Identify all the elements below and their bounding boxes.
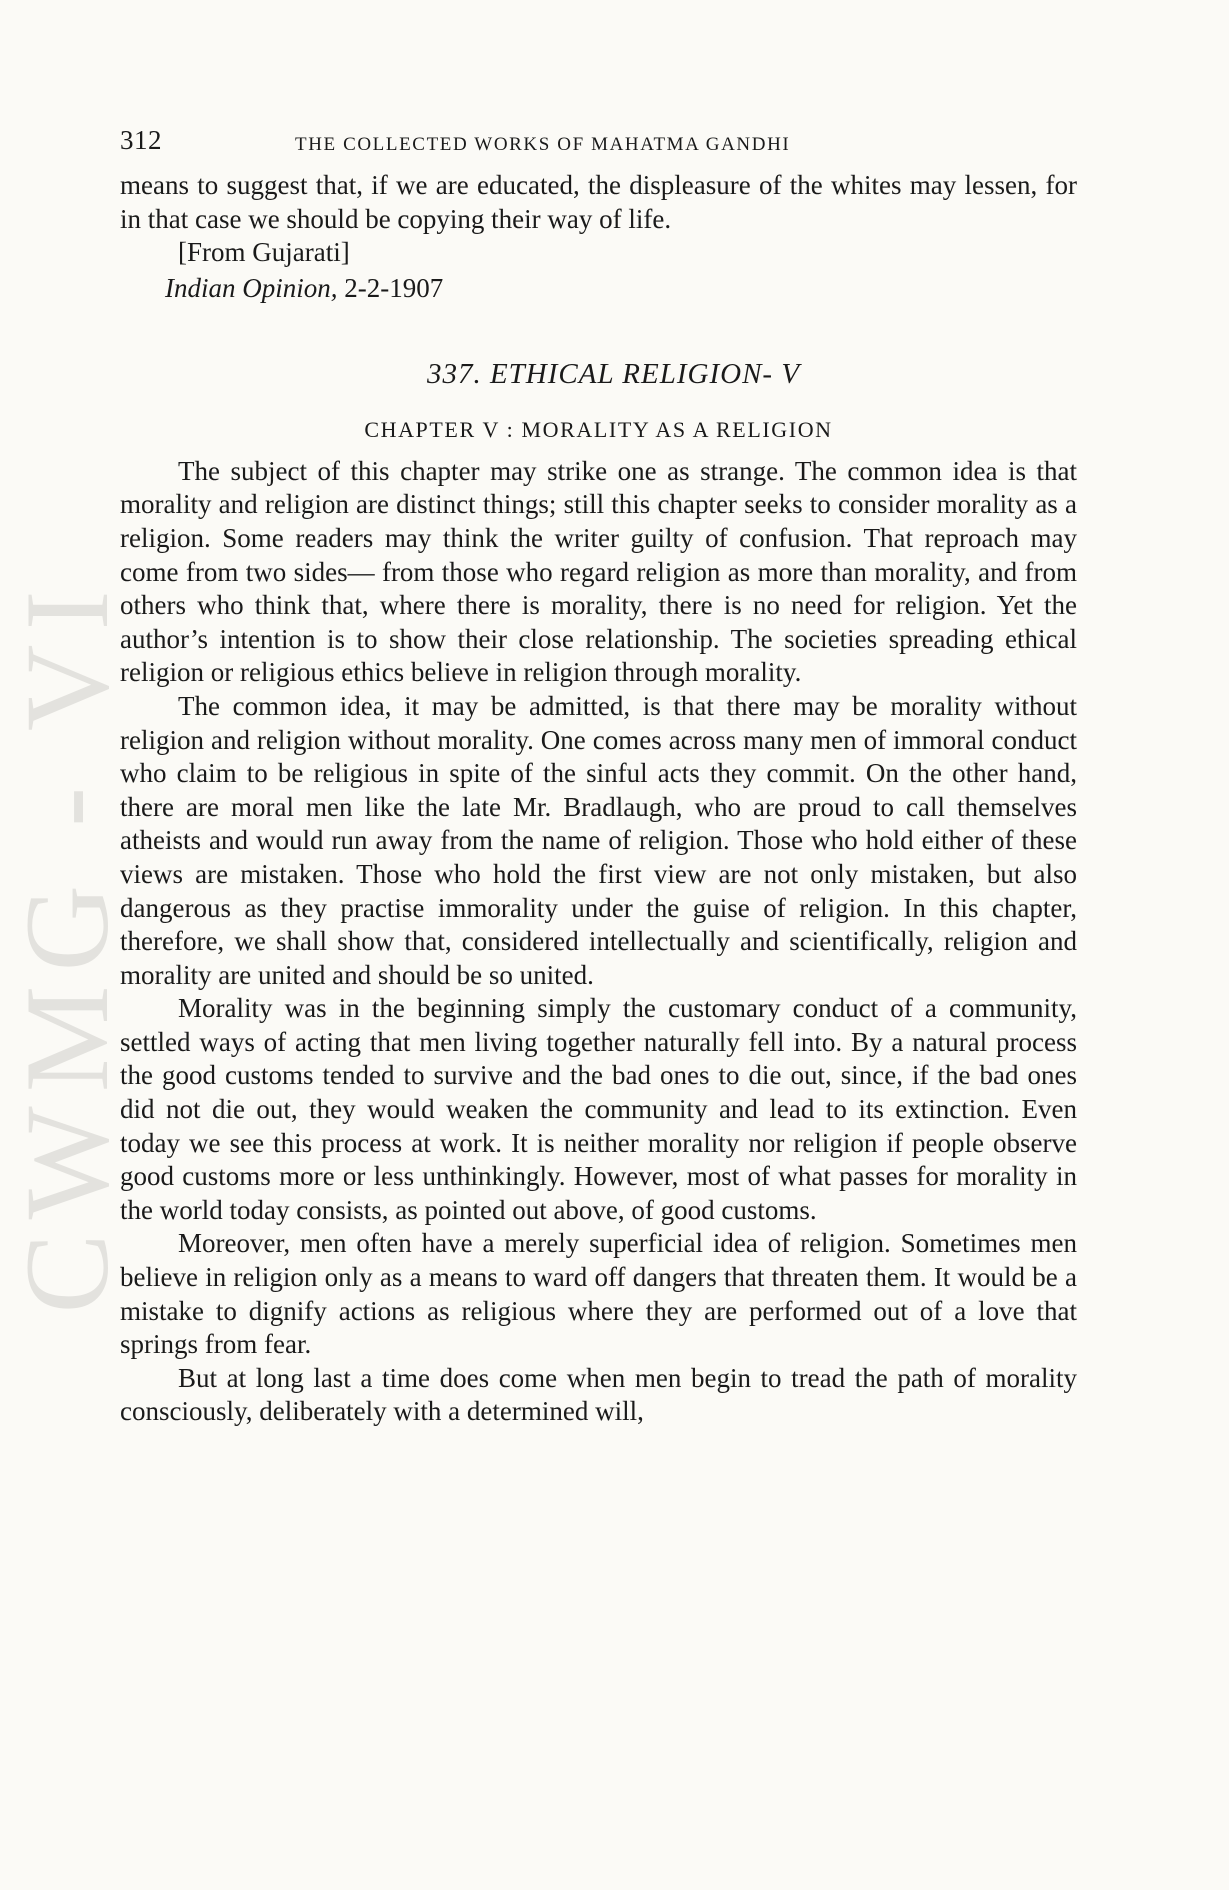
watermark-text: CWMG - VI [0,576,133,1314]
source-note: [From Gujarati] [178,237,350,268]
publication-date: 2-2-1907 [344,272,444,303]
running-head [120,125,1077,165]
chapter-heading: CHAPTER V : MORALITY AS A RELIGION [364,416,833,442]
article-title: 337. ETHICAL RELIGION- V [426,357,801,390]
running-title: THE COLLECTED WORKS OF MAHATMA GANDHI [295,134,791,155]
paragraph: Morality was in the beginning simply the customary conduct of a community, settled ways of acting that men living together naturally fell into. By a natural process the good customs tended to survive and the bad ones to die out, since, if the bad ones did not die out, they would weaken the community and lead to its extinction. Even today we see this process at work. It is neither morality nor religion if people observe good customs more or less unthinkingly. However, most of what passes for morality in the world today consists, as pointed out above, of good customs. [120,993,1077,1225]
page [120,125,1077,1429]
paragraph: Moreover, men often have a merely superficial idea of religion. Sometimes men believe in religion only as a means to ward off dangers that threaten them. It would be a mistake to dignify actions as religious where they are performed out of a love that springs from fear. [120,1228,1077,1360]
paragraph: But at long last a time does come when men begin to tread the path of morality consciously, deliberately with a determined will, [120,1362,1077,1427]
citation [165,270,1077,306]
paragraph: The subject of this chapter may strike one as strange. The common idea is that morality and religion are distinct things; still this chapter seeks to consider morality as a religion. Some readers may think the writer guilty of confusion. That reproach may come from two sides— from those who regard religion as more than morality, and from others who think that, where there is morality, there is no need for religion. Yet the author’s intention is to show their close relationship. The societies spreading ethical religion or religious ethics believe in religion through morality. [120,455,1077,688]
page-number: 312 [120,125,162,155]
paragraph: The common idea, it may be admitted, is that there may be morality without religion and religion without morality. One comes across many men of immoral conduct who claim to be religious in spite of the sinful acts they commit. On the other hand, there are moral men like the late Mr. Bradlaugh, who are proud to call themselves atheists and would run away from the name of religion. Those who hold either of these views are mistaken. Those who hold the first view are not only mistaken, but also dangerous as they practise immorality under the guise of religion. In this chapter, therefore, we shall show that, considered intellectually and scientifically, religion and morality are united and should be so united. [120,690,1077,990]
publication-name: Indian Opinion, [165,272,338,303]
previous-article-ending: means to suggest that, if we are educated, the displeasure of the whites may lessen, for in that case we should be copying their way of life. [120,170,1077,234]
